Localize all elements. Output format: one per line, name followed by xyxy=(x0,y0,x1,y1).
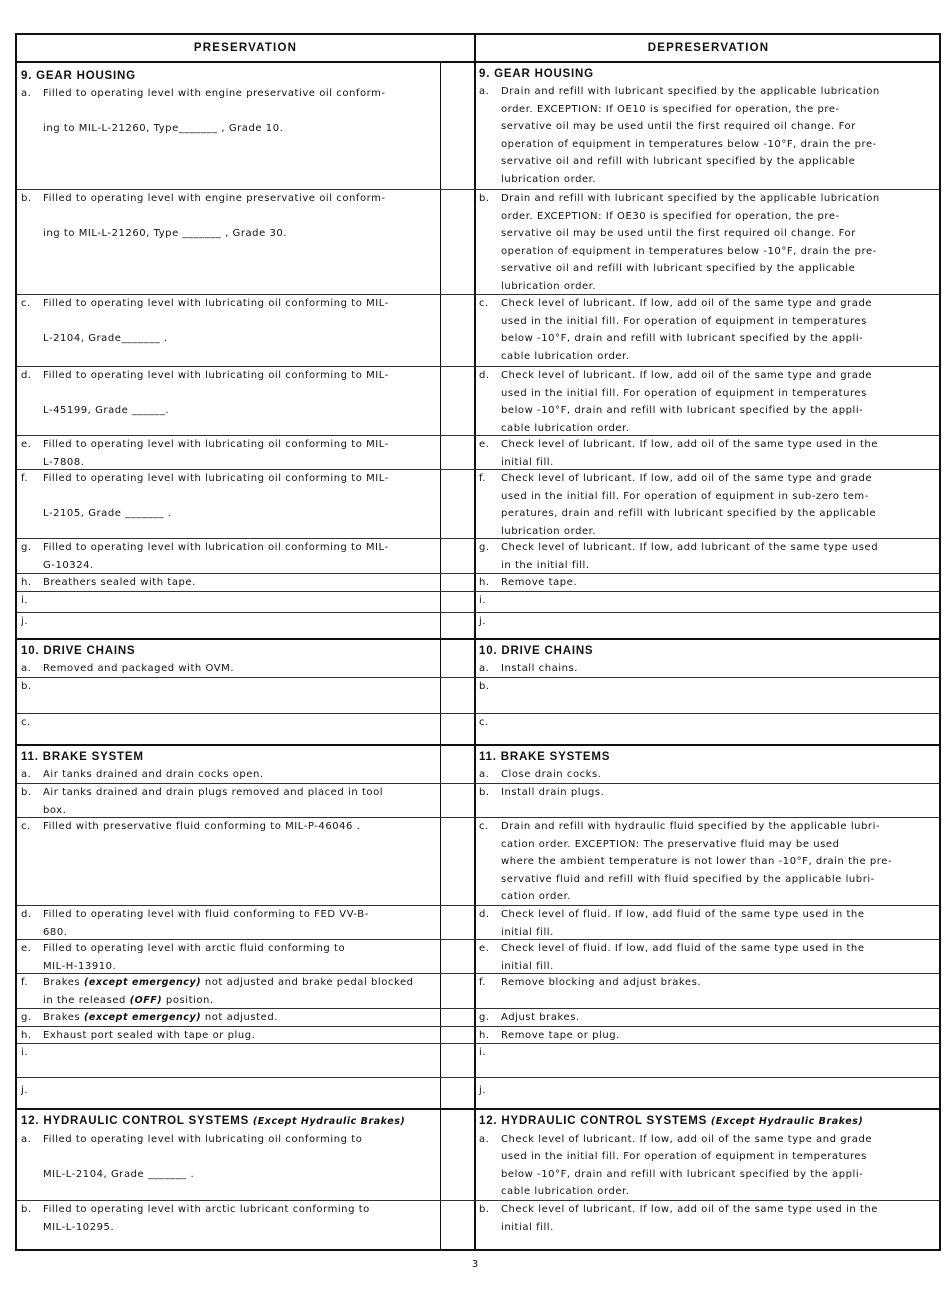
item-text: Install chains. xyxy=(501,663,578,674)
table-row: 9. GEAR HOUSING a. Filled to operating level with engine preservative oil conform- ing to MIL-L-21260, Type_______ , Grade 10. 9. GEAR HOUSING a. Drain and refill with lubricant specified by the applicable lubrication order. EXCEPTION: If OE10 is specified for operation, the pre- servative oil may be used until the first required oil change. For operation of equipment in temperatures below -10°F, drain the pre- servative oil and refill with lubricant specified by the applicable lubrication order. xyxy=(17,62,939,190)
table-row: 11. BRAKE SYSTEM a. Air tanks drained and drain cocks open. 11. BRAKE SYSTEMS a. Close drain cocks. xyxy=(17,744,939,784)
item-text: Remove tape. xyxy=(501,577,578,588)
item-text: lubrication order. xyxy=(501,173,597,185)
item-label: j. xyxy=(479,1085,487,1096)
item-text: Check level of fluid. If low, add fluid of the same type used in the xyxy=(501,909,865,920)
item-text: L-45199, Grade ______. xyxy=(43,405,170,416)
table-row: g. Brakes (except emergency) not adjusted. g. Adjust brakes. xyxy=(17,1008,939,1027)
item-text: initial fill. xyxy=(501,960,554,972)
item-text: below -10°F, drain and refill with lubricant specified by the appli- xyxy=(501,405,864,416)
table-row: b. Air tanks drained and drain plugs removed and placed in tool box. b. Install drain plugs. xyxy=(17,783,939,818)
item-label: c. xyxy=(479,717,489,728)
item-text: Filled to operating level with lubricating oil conforming to xyxy=(43,1133,363,1145)
section-title: 12. HYDRAULIC CONTROL SYSTEMS xyxy=(479,1115,708,1127)
item-text: ing to MIL-L-21260, Type_______ , Grade 10. xyxy=(43,123,284,134)
item-label: i. xyxy=(21,595,29,606)
item-label: j. xyxy=(479,616,487,627)
item-text: Check level of lubricant. If low, add oil of the same type used in the xyxy=(501,1204,879,1215)
item-text: Filled to operating level with fluid conforming to FED VV-B- xyxy=(43,909,369,920)
item-text: Filled with preservative fluid conforming to MIL-P-46046 . xyxy=(43,821,361,832)
item-text: in the initial fill. xyxy=(501,559,590,571)
item-text: cable lubrication order. xyxy=(501,350,630,362)
item-text: servative oil and refill with lubricant specified by the applicable xyxy=(501,156,856,167)
table-row: e. Filled to operating level with lubricating oil conforming to MIL- L-7808. e. Check level of lubricant. If low, add oil of the same type used in the initial fill. xyxy=(17,435,939,470)
item-text-italic: (OFF) xyxy=(129,994,163,1006)
item-text: MIL-L-2104, Grade _______ . xyxy=(43,1168,195,1180)
table-row: d. Filled to operating level with fluid conforming to FED VV-B- 680. d. Check level of fluid. If low, add fluid of the same type used in the initial fill. xyxy=(17,905,939,940)
item-text: used in the initial fill. For operation of equipment in temperatures xyxy=(501,1151,867,1162)
item-label: b. xyxy=(479,681,490,692)
table-row xyxy=(17,1043,939,1078)
table-row: d. Filled to operating level with lubricating oil conforming to MIL- L-45199, Grade ______. d. Check level of lubricant. If low, add oil of the same type and grade used in the initial fill. For operation of equipment in temperatures below -10°F, drain and refill with lubricant specified by the appli- cable lubrication order. xyxy=(17,366,939,436)
table-row xyxy=(17,677,939,714)
item-text: in the released xyxy=(43,994,130,1006)
item-text: used in the initial fill. For operation of equipment in sub-zero tem- xyxy=(501,490,869,502)
item-text: lubrication order. xyxy=(501,280,597,292)
item-text: Check level of lubricant. If low, add lubricant of the same type used xyxy=(501,542,879,553)
section-title: 10. DRIVE CHAINS xyxy=(479,645,594,657)
item-text: Filled to operating level with lubrication oil conforming to MIL- xyxy=(43,542,389,553)
section-title: 11. BRAKE SYSTEM xyxy=(21,751,144,763)
item-text: servative oil may be used until the first required oil change. For xyxy=(501,121,856,132)
item-label: i. xyxy=(21,1047,29,1058)
table-row: b. Filled to operating level with engine preservative oil conform- ing to MIL-L-21260, Type _______ , Grade 30. b. Drain and refill with lubricant specified by the applicable lubrication order. EXCEPTION: If OE30 is specified for operation, the pre- servative oil may be used until the first required oil change. For operation of equipment in temperatures below -10°F, drain the pre- servative oil and refill with lubricant specified by the applicable lubrication order. xyxy=(17,189,939,295)
table-row xyxy=(17,612,939,639)
item-text-italic: (except emergency) xyxy=(83,977,202,988)
item-text: used in the initial fill. For operation of equipment in temperatures xyxy=(501,387,867,399)
item-text: Breathers sealed with tape. xyxy=(43,577,196,588)
preservation-header: PRESERVATION xyxy=(17,35,474,63)
item-text: Check level of lubricant. If low, add oil of the same type used in the xyxy=(501,439,879,450)
item-text: Filled to operating level with arctic lubricant conforming to xyxy=(43,1204,370,1215)
section-title-note: (Except Hydraulic Brakes) xyxy=(710,1116,864,1127)
item-text: Check level of lubricant. If low, add oil of the same type and grade xyxy=(501,1133,873,1145)
section-title: 9. GEAR HOUSING xyxy=(479,68,594,80)
item-text: Check level of fluid. If low, add fluid of the same type used in the xyxy=(501,943,865,954)
item-text: Air tanks drained and drain plugs removed and placed in tool xyxy=(43,787,384,798)
table-row: 12. HYDRAULIC CONTROL SYSTEMS (Except Hydraulic Brakes) a. Filled to operating level with lubricating oil conforming to MIL-L-2104, Grade _______ . 12. HYDRAULIC CONTROL SYSTEMS (Except Hydraulic Brakes) a. Check level of lubricant. If low, add oil of the same type and grade used in the initial fill. For operation of equipment in temperatures below -10°F, drain and refill with lubricant specified by the appli- cable lubrication order. xyxy=(17,1108,939,1201)
item-text: peratures, drain and refill with lubricant specified by the applicable xyxy=(501,508,877,519)
table-row xyxy=(17,591,939,613)
item-text: operation of equipment in temperatures below -10°F, drain the pre- xyxy=(501,245,877,257)
section-title-note: (Except Hydraulic Brakes) xyxy=(252,1116,406,1127)
table-row: h. Exhaust port sealed with tape or plug. h. Remove tape or plug. xyxy=(17,1026,939,1044)
item-text: not adjusted and brake pedal blocked xyxy=(201,977,414,988)
table-row: b. Filled to operating level with arctic lubricant conforming to MIL-L-10295. b. Check level of lubricant. If low, add oil of the same type used in the initial fill. xyxy=(17,1200,939,1249)
depreservation-header: DEPRESERVATION xyxy=(476,35,941,63)
item-text: cation order. xyxy=(501,891,572,902)
page-number: 3 xyxy=(471,1259,479,1270)
item-text: lubrication order. xyxy=(501,525,597,537)
table-row: c. Filled to operating level with lubricating oil conforming to MIL- L-2104, Grade_______ . c. Check level of lubricant. If low, add oil of the same type and grade used in the initial fill. For operation of equipment in temperatures below -10°F, drain and refill with lubricant specified by the appli- cable lubrication order. xyxy=(17,294,939,367)
item-text: initial fill. xyxy=(501,456,554,468)
item-text: cable lubrication order. xyxy=(501,1186,630,1197)
item-text: cation order. EXCEPTION: The preservative fluid may be used xyxy=(501,838,840,850)
item-label: j. xyxy=(21,616,29,627)
item-text: cable lubrication order. xyxy=(501,422,630,434)
table-row xyxy=(17,1077,939,1109)
item-text: L-2104, Grade_______ . xyxy=(43,333,168,344)
table-row: 10. DRIVE CHAINS a. Removed and packaged with OVM. 10. DRIVE CHAINS a. Install chains. xyxy=(17,638,939,678)
item-text: used in the initial fill. For operation of equipment in temperatures xyxy=(501,315,867,327)
item-text: MIL-H-13910. xyxy=(43,960,117,972)
table-row: c. Filled with preservative fluid conforming to MIL-P-46046 . c. Drain and refill with hydraulic fluid specified by the applicable lubri- cation order. EXCEPTION: The preservative fluid may be used where the ambient temperature is not lower than -10°F, drain the pre- servative fluid and refill with fluid specified by the applicable lubri- cation order. xyxy=(17,817,939,906)
item-text: Drain and refill with lubricant specified by the applicable lubrication xyxy=(501,86,880,97)
item-text: initial fill. xyxy=(501,926,554,938)
item-text: Remove blocking and adjust brakes. xyxy=(501,977,702,988)
item-text: below -10°F, drain and refill with lubricant specified by the appli- xyxy=(501,333,864,344)
section-title: 10. DRIVE CHAINS xyxy=(21,645,136,657)
item-text: Brakes xyxy=(43,977,84,988)
item-text: servative oil may be used until the first required oil change. For xyxy=(501,228,856,239)
item-text: L-2105, Grade _______ . xyxy=(43,508,172,519)
item-text: Filled to operating level with engine preservative oil conform- xyxy=(43,193,386,204)
item-text: order. EXCEPTION: If OE10 is specified for operation, the pre- xyxy=(501,103,840,115)
item-label: b. xyxy=(21,681,32,692)
item-text: Brakes xyxy=(43,1012,84,1023)
item-text: MIL-L-10295. xyxy=(43,1221,115,1233)
item-label: i. xyxy=(479,595,487,606)
table-row: f. Filled to operating level with lubricating oil conforming to MIL- L-2105, Grade _______ . f. Check level of lubricant. If low, add oil of the same type and grade used in the initial fill. For operation of equipment in sub-zero tem- peratures, drain and refill with lubricant specified by the applicable lubrication order. xyxy=(17,469,939,539)
item-text: 680. xyxy=(43,926,68,938)
item-text: Filled to operating level with arctic fluid conforming to xyxy=(43,943,346,954)
item-text: Install drain plugs. xyxy=(501,787,605,798)
item-text: Filled to operating level with lubricating oil conforming to MIL- xyxy=(43,298,389,309)
item-text: Check level of lubricant. If low, add oil of the same type and grade xyxy=(501,298,873,309)
item-text: below -10°F, drain and refill with lubricant specified by the appli- xyxy=(501,1168,864,1180)
item-text: Exhaust port sealed with tape or plug. xyxy=(43,1030,256,1041)
item-text: position. xyxy=(162,994,214,1006)
item-text-italic: (except emergency) xyxy=(83,1012,202,1023)
item-text: Filled to operating level with engine preservative oil conform- xyxy=(43,88,386,99)
section-title: 9. GEAR HOUSING xyxy=(21,70,136,82)
item-text: Drain and refill with lubricant specified by the applicable lubrication xyxy=(501,193,880,204)
item-text: not adjusted. xyxy=(201,1012,278,1023)
item-text: ing to MIL-L-21260, Type _______ , Grade 30. xyxy=(43,228,288,239)
item-text: L-7808. xyxy=(43,456,85,468)
item-text: Check level of lubricant. If low, add oil of the same type and grade xyxy=(501,473,873,484)
section-title: 12. HYDRAULIC CONTROL SYSTEMS xyxy=(21,1115,250,1127)
item-label: j. xyxy=(21,1085,29,1096)
item-text: Removed and packaged with OVM. xyxy=(43,663,235,674)
item-text: Filled to operating level with lubricating oil conforming to MIL- xyxy=(43,439,389,450)
item-text: Filled to operating level with lubricating oil conforming to MIL- xyxy=(43,473,389,484)
item-text: Adjust brakes. xyxy=(501,1012,580,1023)
item-text: operation of equipment in temperatures below -10°F, drain the pre- xyxy=(501,138,877,150)
item-text: Air tanks drained and drain cocks open. xyxy=(43,769,264,780)
item-text: Remove tape or plug. xyxy=(501,1030,620,1041)
preservation-form xyxy=(15,33,941,1251)
item-text: where the ambient temperature is not lower than -10°F, drain the pre- xyxy=(501,856,893,867)
item-text: box. xyxy=(43,804,67,816)
table-row xyxy=(17,713,939,745)
item-text: order. EXCEPTION: If OE30 is specified for operation, the pre- xyxy=(501,210,840,222)
item-text: Check level of lubricant. If low, add oil of the same type and grade xyxy=(501,370,873,381)
item-text: servative fluid and refill with fluid specified by the applicable lubri- xyxy=(501,873,875,885)
item-label: i. xyxy=(479,1047,487,1058)
item-label: c. xyxy=(21,717,31,728)
table-row: e. Filled to operating level with arctic fluid conforming to MIL-H-13910. e. Check level of fluid. If low, add fluid of the same type used in the initial fill. xyxy=(17,939,939,974)
item-text: G-10324. xyxy=(43,559,94,571)
section-title: 11. BRAKE SYSTEMS xyxy=(479,751,611,763)
table-row: f. Brakes (except emergency) not adjusted and brake pedal blocked in the released (OFF) position. f. Remove blocking and adjust brakes. xyxy=(17,973,939,1009)
item-text: Drain and refill with hydraulic fluid specified by the applicable lubri- xyxy=(501,821,881,832)
table-row: g. Filled to operating level with lubrication oil conforming to MIL- G-10324. g. Check level of lubricant. If low, add lubricant of the same type used in the initial fill. xyxy=(17,538,939,574)
item-text: Close drain cocks. xyxy=(501,769,602,780)
item-text: Filled to operating level with lubricating oil conforming to MIL- xyxy=(43,370,389,381)
table-row: h. Breathers sealed with tape. h. Remove tape. xyxy=(17,573,939,592)
item-text: servative oil and refill with lubricant specified by the applicable xyxy=(501,263,856,274)
item-text: initial fill. xyxy=(501,1221,554,1233)
